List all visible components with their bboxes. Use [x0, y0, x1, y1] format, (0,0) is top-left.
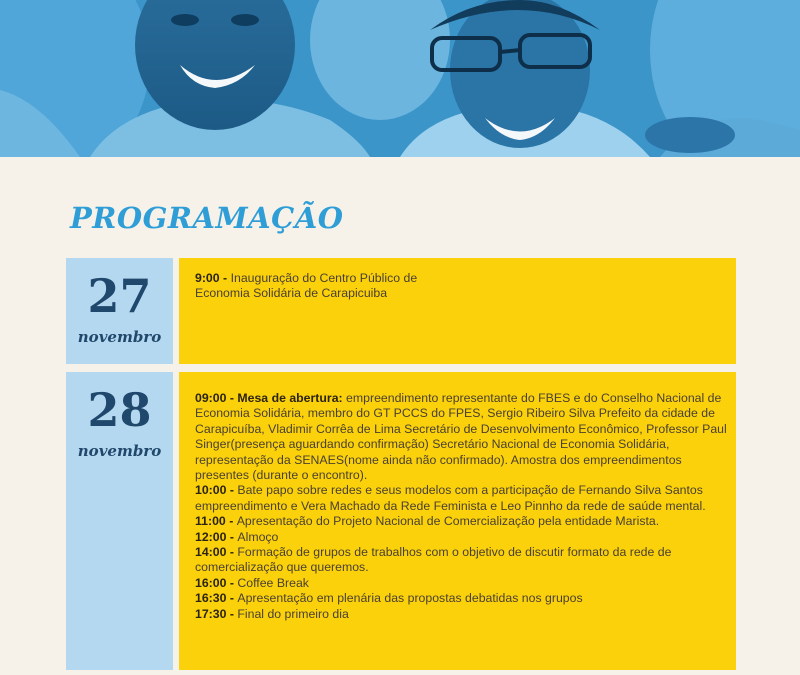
item-separator: -	[226, 391, 238, 405]
item-separator: -	[219, 271, 231, 285]
item-separator: -	[226, 606, 238, 621]
item-separator: -	[226, 483, 238, 498]
item-time: 09:00	[195, 391, 227, 405]
page-title: PROGRAMAÇÃO	[70, 201, 344, 235]
item-separator: -	[226, 575, 238, 590]
item-time: 9:00	[195, 271, 220, 285]
program-item	[195, 530, 735, 545]
date-day-number: 27	[87, 269, 152, 323]
date-box-day-2	[66, 372, 173, 670]
item-time: 16:30	[195, 591, 227, 606]
item-text: empreendimento representante do FBES e do Conselho Nacional de Economia Solidária, membro do GT PCCS do FPES, Sergio Ribeiro Silva Prefeito da cidade de Carapicuíba, Vladimir Corrêa de Lima Secretário de Desenvolvimento Econômico, Professor Paul Singer(presença aguardando confirmação) Secretário Nacional de Economia Solidária, representação da SENAES(nome ainda não confirmado). Amostra dos empreendimentos presentes (durante o encontro).	[195, 391, 727, 483]
item-text: Inauguração do Centro Público de Economia Solidária de Carapicuiba	[195, 271, 418, 301]
item-separator: -	[226, 545, 238, 560]
item-bold: Mesa de abertura:	[237, 391, 343, 405]
program-item	[195, 391, 735, 483]
item-text: Coffee Break	[237, 575, 309, 590]
program-item	[195, 514, 735, 529]
item-separator: -	[226, 591, 238, 606]
program-list-day-1	[195, 271, 465, 302]
item-text: Bate papo sobre redes e seus modelos com a participação de Fernando Silva Santos empreendimento e Vera Machado da Rede Feminista e Leo Pinnho da rede de saúde mental.	[195, 483, 706, 513]
program-item	[195, 483, 735, 514]
item-text: Formação de grupos de trabalhos com o objetivo de discutir formato da rede de comercialização que queremos.	[195, 545, 672, 575]
item-text: Apresentação em plenária das propostas debatidas nos grupos	[237, 591, 583, 606]
item-text: Apresentação do Projeto Nacional de Comercialização pela entidade Marista.	[236, 514, 660, 529]
item-time: 12:00	[195, 529, 227, 544]
item-time: 16:00	[195, 575, 227, 590]
date-day-number: 28	[87, 383, 152, 437]
item-time: 14:00	[195, 545, 227, 560]
item-time: 11:00	[195, 514, 226, 529]
item-separator: -	[226, 529, 238, 544]
item-text: Final do primeiro dia	[237, 606, 349, 621]
smiling-people-photo-icon	[0, 0, 800, 157]
program-item	[195, 576, 735, 591]
banner-photo	[0, 0, 800, 157]
item-text: Almoço	[237, 529, 279, 544]
program-item	[195, 271, 465, 302]
date-month: novembro	[77, 328, 162, 346]
program-item	[195, 591, 735, 606]
date-box-day-1	[66, 258, 173, 364]
program-item	[195, 545, 735, 576]
item-time: 10:00	[195, 483, 227, 498]
program-item	[195, 607, 735, 622]
date-month: novembro	[77, 442, 162, 460]
item-time: 17:30	[195, 606, 227, 621]
item-separator: -	[225, 514, 237, 529]
program-list-day-2	[195, 391, 735, 622]
